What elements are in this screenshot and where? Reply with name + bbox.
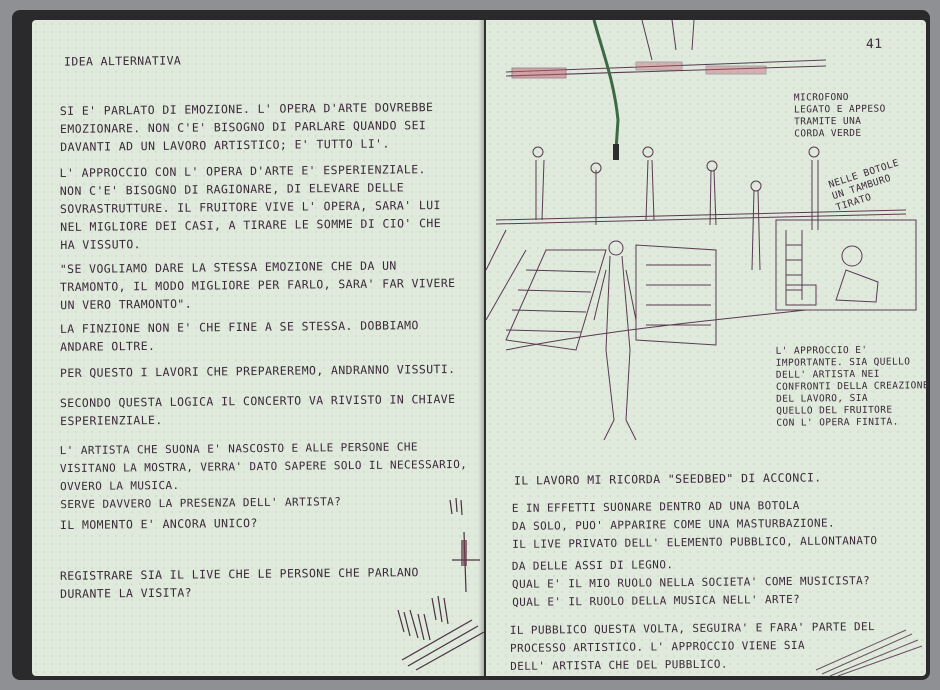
doodle-marks [32, 20, 484, 676]
page-title: IDEA ALTERNATIVA [63, 53, 182, 69]
paragraph-finzione: LA FINZIONE NON E' CHE FINE A SE STESSA. DOBBIAMO ANDARE OLTRE. [59, 318, 419, 354]
paragraph-pubblico: IL PUBBLICO QUESTA VOLTA, SEGUIRA' E FARA' PARTE DEL PROCESSO ARTISTICO. L' APPROCCIO VIENE SIA DELL' ARTISTA CHE DEL PUBBLICO. [509, 620, 876, 673]
right-page [486, 20, 930, 676]
notebook [12, 10, 930, 680]
sketch-note-microfono: MICROFONO LEGATO E APPESO TRAMITE UNA CORDA VERDE [793, 91, 886, 140]
paragraph-ruolo: DA DELLE ASSI DI LEGNO. QUAL E' IL MIO RUOLO NELLA SOCIETA' COME MUSICISTA? QUAL E' IL RUOLO DELLA MUSICA NELL' ARTE? [511, 558, 871, 609]
paragraph-lavori-vissuti: PER QUESTO I LAVORI CHE PREPAREREMO, ANDRANNO VISSUTI. [59, 361, 456, 381]
paragraph-emozione: SI E' PARLATO DI EMOZIONE. L' OPERA D'ARTE DOVREBBE EMOZIONARE. NON C'E' BISOGNO DI PARLARE QUANDO SEI DAVANTI AD UN LAVORO ARTISTICO; E' TUTTO LI'. [59, 100, 434, 154]
sketch-note-botole: NELLE BOTOLE UN TAMBURO TIRATO [827, 157, 901, 214]
paragraph-momento-unico: IL MOMENTO E' ANCORA UNICO? [59, 515, 258, 533]
paragraph-tramonto-quote: "SE VOGLIAMO DARE LA STESSA EMOZIONE CHE DA UN TRAMONTO, IL MODO MIGLIORE PER FARLO, SARA' FAR VIVERE UN VERO TRAMONTO". [59, 258, 456, 313]
side-note-approccio: L' APPROCCIO E' IMPORTANTE. SIA QUELLO DELL' ARTISTA NEI CONFRONTI DELLA CREAZIONE DEL LAVORO, SIA QUELLO DEL FRUITORE CON L' OPERA FINITA. [775, 344, 930, 429]
page-number: 41 [865, 36, 883, 53]
paragraph-artista-nascosto: L' ARTISTA CHE SUONA E' NASCOSTO E ALLE PERSONE CHE VISITANO LA MOSTRA, VERRA' DATO SAPERE SOLO IL NECESSARIO, OVVERO LA MUSICA. SERVE DAVVERO LA PRESENZA DELL' ARTISTA? [59, 440, 468, 512]
paragraph-concerto: SECONDO QUESTA LOGICA IL CONCERTO VA RIVISTO IN CHIAVE ESPERIENZIALE. [59, 391, 456, 429]
paragraph-registrare: REGISTRARE SIA IL LIVE CHE LE PERSONE CHE PARLANO DURANTE LA VISITA? [59, 565, 419, 601]
paragraph-approccio: L' APPROCCIO CON L' OPERA D'ARTE E' ESPERIENZIALE. NON C'E' BISOGNO DI RAGIONARE, DI ELEVARE DELLE SOVRASTRUTTURE. IL FRUITORE VIVE L' OPERA, SARA' LUI NEL MIGLIORE DEI CASI, A TIRARE LE SOMME DI CIO' CHE HA VISSUTO. [59, 162, 442, 252]
paragraph-seedbed: IL LAVORO MI RICORDA "SEEDBED" DI ACCONCI. [513, 470, 822, 488]
left-page [32, 20, 484, 676]
paragraph-botola: E IN EFFETTI SUONARE DENTRO AD UNA BOTOLA DA SOLO, PUO' APPARIRE COME UNA MASTURBAZIONE. IL LIVE PRIVATO DELL' ELEMENTO PUBBLICO, ALLONTANATO [511, 498, 878, 551]
